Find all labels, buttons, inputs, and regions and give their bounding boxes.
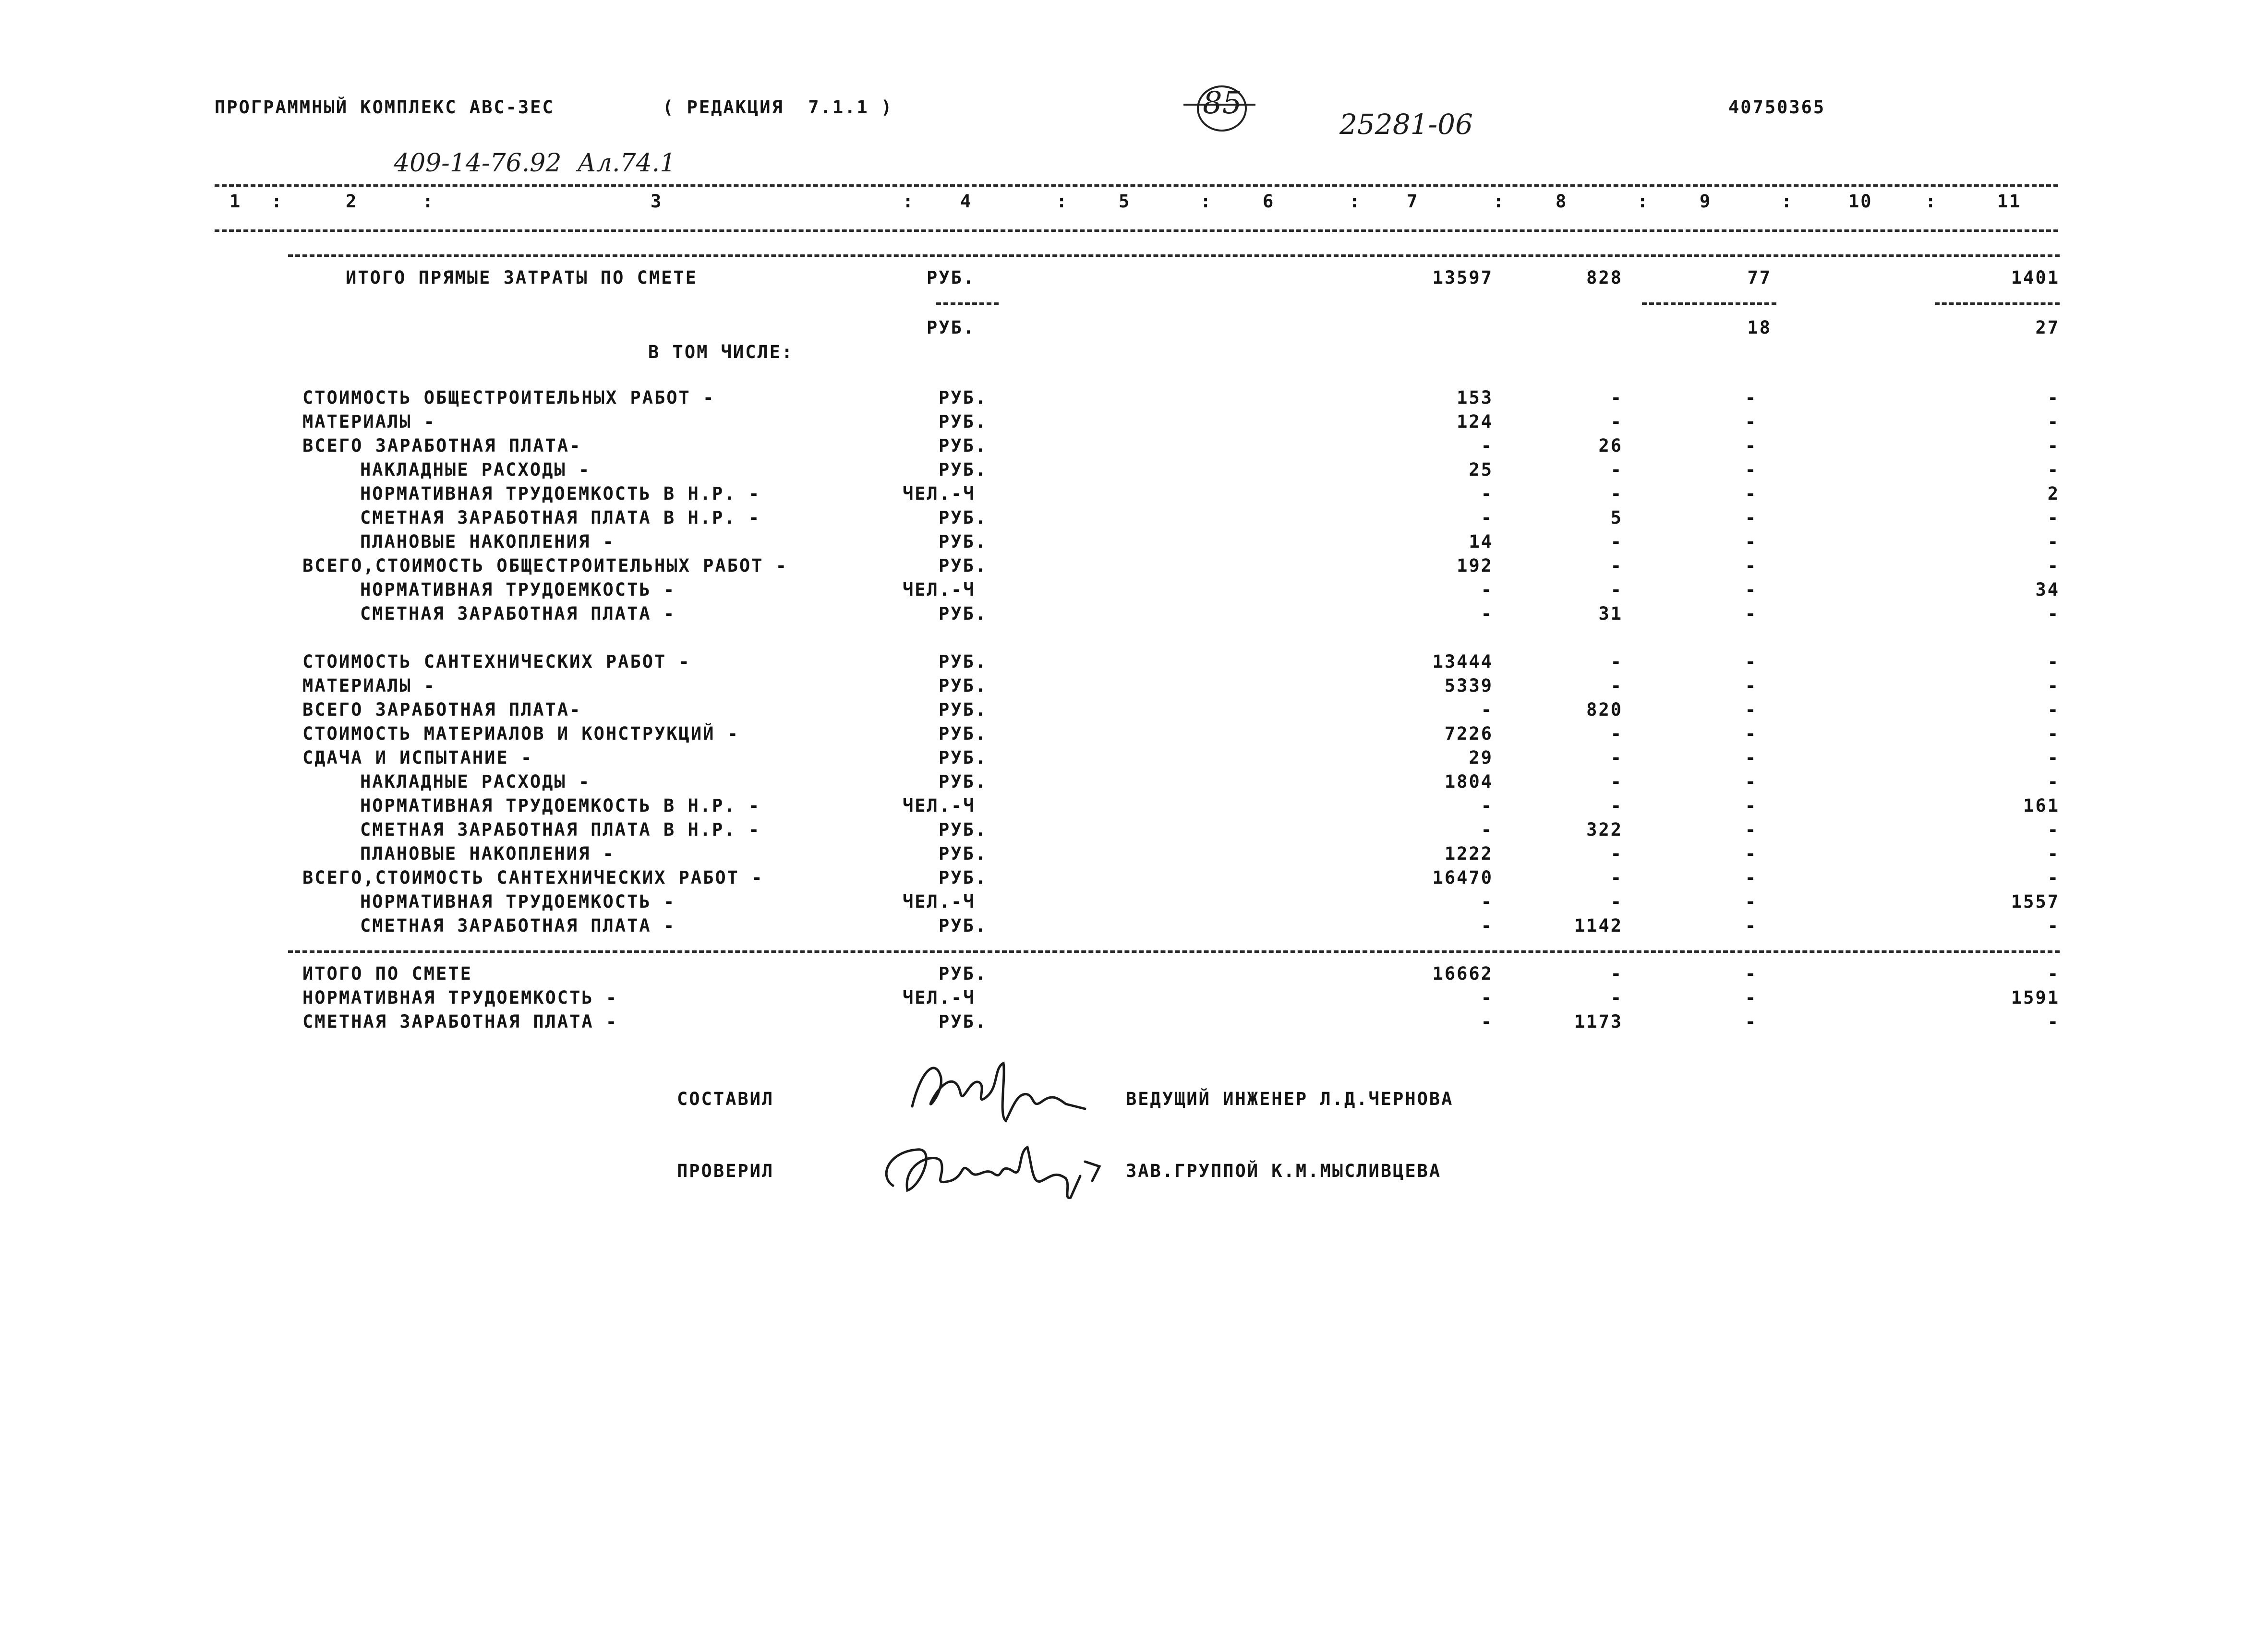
- cell-c7: -: [1481, 507, 1493, 528]
- cell-c9: -: [1745, 699, 1757, 720]
- cell-c11: -: [2047, 411, 2060, 432]
- row-unit: ЧЕЛ.-Ч: [903, 891, 976, 912]
- table-row: [0, 579, 2268, 601]
- edition: ( РЕДАКЦИЯ 7.1.1 ): [663, 97, 893, 118]
- cell-c11: -: [2047, 555, 2060, 576]
- row-unit: РУБ.: [939, 531, 988, 552]
- table-row: [0, 603, 2268, 625]
- row-label: СМЕТНАЯ ЗАРАБОТНАЯ ПЛАТА -: [360, 603, 676, 624]
- table-row: [0, 699, 2268, 721]
- table-row: [0, 411, 2268, 433]
- table-row: [0, 843, 2268, 865]
- row-label: СДАЧА И ИСПЫТАНИЕ -: [302, 747, 533, 768]
- row-unit: РУБ.: [939, 843, 988, 864]
- cell-c11: -: [2047, 459, 2060, 480]
- cell-c11: -: [2047, 747, 2060, 768]
- column-header-8: 8: [1556, 191, 1568, 212]
- cell-c8: 31: [1598, 603, 1623, 624]
- column-header-11: 11: [1997, 191, 2022, 212]
- cell-c7: -: [1481, 987, 1493, 1008]
- totals-direct-row: [0, 267, 2268, 289]
- column-header-row: [0, 191, 2268, 213]
- cell-c9: -: [1745, 867, 1757, 888]
- row-label: МАТЕРИАЛЫ -: [302, 675, 436, 696]
- rule-header-bottom: [215, 229, 2058, 232]
- cell-c7: -: [1481, 891, 1493, 912]
- cell-c7: -: [1481, 1011, 1493, 1032]
- cell-c11: -: [2047, 963, 2060, 984]
- cell-c7: 192: [1457, 555, 1493, 576]
- row-unit: ЧЕЛ.-Ч: [903, 579, 976, 600]
- row-unit: ЧЕЛ.-Ч: [903, 795, 976, 816]
- cell-c8: -: [1610, 843, 1623, 864]
- cell-c8: -: [1610, 771, 1623, 792]
- row-unit: РУБ.: [939, 699, 988, 720]
- cell-c7: -: [1481, 483, 1493, 504]
- cell-c8: -: [1610, 747, 1623, 768]
- cell-c9: -: [1745, 603, 1757, 624]
- table-row: [0, 675, 2268, 697]
- table-row: [0, 915, 2268, 937]
- row-label: СМЕТНАЯ ЗАРАБОТНАЯ ПЛАТА В Н.Р. -: [360, 819, 761, 840]
- row-unit: РУБ.: [939, 819, 988, 840]
- cell-c8: 5: [1610, 507, 1623, 528]
- cell-c11: -: [2047, 1011, 2060, 1032]
- rule-body-top: [288, 254, 2060, 257]
- c7: 13597: [1432, 267, 1493, 288]
- table-row: [0, 507, 2268, 529]
- cell-c8: -: [1610, 867, 1623, 888]
- cell-c8: 1142: [1574, 915, 1623, 936]
- row-label: СТОИМОСТЬ МАТЕРИАЛОВ И КОНСТРУКЦИЙ -: [302, 723, 739, 744]
- cell-c8: -: [1610, 387, 1623, 408]
- cell-c8: -: [1610, 555, 1623, 576]
- cell-c11: 1591: [2011, 987, 2060, 1008]
- row-unit: РУБ.: [939, 915, 988, 936]
- cell-c11: -: [2047, 675, 2060, 696]
- row-label: СТОИМОСТЬ САНТЕХНИЧЕСКИХ РАБОТ -: [302, 651, 691, 672]
- cell-c9: -: [1745, 531, 1757, 552]
- column-separator: :: [1781, 191, 1794, 212]
- cell-c9: -: [1745, 771, 1757, 792]
- column-header-7: 7: [1407, 191, 1419, 212]
- cell-c8: -: [1610, 531, 1623, 552]
- doc-number: 40750365: [1728, 97, 1826, 118]
- cell-c8: -: [1610, 795, 1623, 816]
- row-unit: РУБ.: [939, 651, 988, 672]
- row-label: НОРМАТИВНАЯ ТРУДОЕМКОСТЬ В Н.Р. -: [360, 795, 761, 816]
- table-row: [0, 459, 2268, 481]
- table-row: [0, 387, 2268, 409]
- row-label: СМЕТНАЯ ЗАРАБОТНАЯ ПЛАТА -: [360, 915, 676, 936]
- cell-c9: -: [1745, 723, 1757, 744]
- rule-short-2: [1642, 302, 1776, 305]
- cell-c11: -: [2047, 723, 2060, 744]
- cell-c7: -: [1481, 603, 1493, 624]
- rule-short-3: [1935, 302, 2060, 305]
- compiled-label: СОСТАВИЛ: [677, 1089, 774, 1109]
- page-number: 85: [1183, 85, 1203, 228]
- cell-c9: -: [1745, 1011, 1757, 1032]
- cell-c7: 16470: [1432, 867, 1493, 888]
- cell-c9: -: [1745, 843, 1757, 864]
- cell-c11: 34: [2035, 579, 2060, 600]
- row-label: ВСЕГО ЗАРАБОТНАЯ ПЛАТА-: [302, 435, 582, 456]
- table-row: [0, 819, 2268, 841]
- table-row: [0, 531, 2268, 553]
- program-name: ПРОГРАММНЫЙ КОМПЛЕКС АВС-3ЕС: [215, 97, 555, 118]
- column-separator: :: [1637, 191, 1650, 212]
- table-row: [0, 723, 2268, 745]
- column-separator: :: [1493, 191, 1506, 212]
- unit: РУБ.: [927, 317, 976, 338]
- row-label: НОРМАТИВНАЯ ТРУДОЕМКОСТЬ В Н.Р. -: [360, 483, 761, 504]
- cell-c11: -: [2047, 843, 2060, 864]
- table-row: [0, 1011, 2268, 1033]
- signature-checked: [874, 1133, 1114, 1205]
- cell-c7: 153: [1457, 387, 1493, 408]
- row-unit: РУБ.: [939, 771, 988, 792]
- cell-c11: -: [2047, 435, 2060, 456]
- column-header-6: 6: [1263, 191, 1275, 212]
- column-header-4: 4: [960, 191, 973, 212]
- row-label: МАТЕРИАЛЫ -: [302, 411, 436, 432]
- row-label: СМЕТНАЯ ЗАРАБОТНАЯ ПЛАТА -: [302, 1011, 618, 1032]
- cell-c11: 1557: [2011, 891, 2060, 912]
- cell-c11: -: [2047, 819, 2060, 840]
- cell-c9: -: [1745, 651, 1757, 672]
- cell-c8: -: [1610, 411, 1623, 432]
- rule-short-1: [936, 302, 999, 305]
- column-separator: :: [903, 191, 915, 212]
- signature-compiled: [903, 1049, 1104, 1126]
- table-row: [0, 483, 2268, 505]
- rule-total: [288, 950, 2060, 953]
- column-separator: :: [1200, 191, 1213, 212]
- cell-c9: -: [1745, 387, 1757, 408]
- row-unit: РУБ.: [939, 963, 988, 984]
- label: ИТОГО ПРЯМЫЕ ЗАТРАТЫ ПО СМЕТЕ: [346, 267, 698, 288]
- row-label: НАКЛАДНЫЕ РАСХОДЫ -: [360, 771, 591, 792]
- cell-c8: 322: [1586, 819, 1623, 840]
- cell-c11: -: [2047, 651, 2060, 672]
- table-row: [0, 555, 2268, 577]
- row-unit: РУБ.: [939, 459, 988, 480]
- column-header-1: 1: [229, 191, 242, 212]
- cell-c8: -: [1610, 483, 1623, 504]
- cell-c9: -: [1745, 963, 1757, 984]
- table-row: [0, 651, 2268, 673]
- cell-c7: -: [1481, 699, 1493, 720]
- cell-c9: -: [1745, 435, 1757, 456]
- cell-c8: 820: [1586, 699, 1623, 720]
- row-label: НОРМАТИВНАЯ ТРУДОЕМКОСТЬ -: [302, 987, 618, 1008]
- table-row: [0, 987, 2268, 1009]
- cell-c7: 5339: [1444, 675, 1493, 696]
- row-label: ВСЕГО,СТОИМОСТЬ САНТЕХНИЧЕСКИХ РАБОТ -: [302, 867, 764, 888]
- row-label: ИТОГО ПО СМЕТЕ: [302, 963, 472, 984]
- cell-c8: 26: [1598, 435, 1623, 456]
- row-unit: РУБ.: [939, 747, 988, 768]
- column-separator: :: [1349, 191, 1362, 212]
- cell-c8: -: [1610, 987, 1623, 1008]
- cell-c7: -: [1481, 435, 1493, 456]
- cell-c8: -: [1610, 651, 1623, 672]
- cell-c8: -: [1610, 675, 1623, 696]
- row-label: ВСЕГО ЗАРАБОТНАЯ ПЛАТА-: [302, 699, 582, 720]
- cell-c9: -: [1745, 483, 1757, 504]
- cell-c11: -: [2047, 387, 2060, 408]
- cell-c11: 2: [2047, 483, 2060, 504]
- column-header-2: 2: [346, 191, 358, 212]
- in-that-number: В ТОМ ЧИСЛЕ:: [648, 342, 794, 362]
- row-unit: РУБ.: [939, 723, 988, 744]
- table-row: [0, 747, 2268, 769]
- cell-c7: 7226: [1444, 723, 1493, 744]
- column-header-3: 3: [651, 191, 663, 212]
- cell-c7: 124: [1457, 411, 1493, 432]
- row-unit: РУБ.: [939, 507, 988, 528]
- cell-c11: -: [2047, 915, 2060, 936]
- row-unit: РУБ.: [939, 387, 988, 408]
- cell-c7: -: [1481, 819, 1493, 840]
- row-label: НОРМАТИВНАЯ ТРУДОЕМКОСТЬ -: [360, 891, 676, 912]
- column-header-5: 5: [1119, 191, 1131, 212]
- cell-c7: 14: [1469, 531, 1493, 552]
- handwritten-code: 25281-06: [1339, 108, 1473, 141]
- c9: 77: [1747, 267, 1772, 288]
- cell-c7: 13444: [1432, 651, 1493, 672]
- column-separator: :: [271, 191, 284, 212]
- row-label: СТОИМОСТЬ ОБЩЕСТРОИТЕЛЬНЫХ РАБОТ -: [302, 387, 715, 408]
- column-separator: :: [1925, 191, 1938, 212]
- row-label: СМЕТНАЯ ЗАРАБОТНАЯ ПЛАТА В Н.Р. -: [360, 507, 761, 528]
- row-unit: ЧЕЛ.-Ч: [903, 987, 976, 1008]
- cell-c9: -: [1745, 819, 1757, 840]
- cell-c7: -: [1481, 579, 1493, 600]
- cell-c9: -: [1745, 891, 1757, 912]
- cell-c11: -: [2047, 771, 2060, 792]
- row-unit: ЧЕЛ.-Ч: [903, 483, 976, 504]
- cell-c9: -: [1745, 579, 1757, 600]
- cell-c8: -: [1610, 891, 1623, 912]
- cell-c9: -: [1745, 555, 1757, 576]
- column-header-10: 10: [1848, 191, 1873, 212]
- handwritten-ref: 409-14-76.92 Ал.74.1: [394, 149, 676, 178]
- c9: 18: [1747, 317, 1772, 338]
- cell-c9: -: [1745, 987, 1757, 1008]
- c8: 828: [1586, 267, 1623, 288]
- row-unit: РУБ.: [939, 1011, 988, 1032]
- row-unit: РУБ.: [939, 675, 988, 696]
- cell-c7: -: [1481, 915, 1493, 936]
- table-row: [0, 771, 2268, 793]
- cell-c9: -: [1745, 459, 1757, 480]
- row-label: ПЛАНОВЫЕ НАКОПЛЕНИЯ -: [360, 531, 615, 552]
- cell-c7: 16662: [1432, 963, 1493, 984]
- row-label: НАКЛАДНЫЕ РАСХОДЫ -: [360, 459, 591, 480]
- rule-top: [215, 184, 2058, 187]
- checked-by: ЗАВ.ГРУППОЙ К.М.МЫСЛИВЦЕВА: [1126, 1161, 1442, 1181]
- checked-label: ПРОВЕРИЛ: [677, 1161, 774, 1181]
- cell-c9: -: [1745, 507, 1757, 528]
- row-label: НОРМАТИВНАЯ ТРУДОЕМКОСТЬ -: [360, 579, 676, 600]
- table-row: [0, 435, 2268, 457]
- row-label: ПЛАНОВЫЕ НАКОПЛЕНИЯ -: [360, 843, 615, 864]
- cell-c11: -: [2047, 507, 2060, 528]
- cell-c9: -: [1745, 675, 1757, 696]
- cell-c7: 25: [1469, 459, 1493, 480]
- cell-c9: -: [1745, 795, 1757, 816]
- cell-c7: 1222: [1444, 843, 1493, 864]
- cell-c8: 1173: [1574, 1011, 1623, 1032]
- cell-c7: -: [1481, 795, 1493, 816]
- cell-c8: -: [1610, 459, 1623, 480]
- table-row: [0, 891, 2268, 913]
- c11: 1401: [2011, 267, 2060, 288]
- row-label: ВСЕГО,СТОИМОСТЬ ОБЩЕСТРОИТЕЛЬНЫХ РАБОТ -: [302, 555, 788, 576]
- cell-c7: 1804: [1444, 771, 1493, 792]
- cell-c8: -: [1610, 579, 1623, 600]
- column-separator: :: [422, 191, 435, 212]
- cell-c11: -: [2047, 699, 2060, 720]
- cell-c11: -: [2047, 867, 2060, 888]
- row-unit: РУБ.: [939, 435, 988, 456]
- row-unit: РУБ.: [939, 603, 988, 624]
- cell-c11: 161: [2023, 795, 2060, 816]
- row-unit: РУБ.: [939, 555, 988, 576]
- table-row: [0, 963, 2268, 985]
- cell-c8: -: [1610, 723, 1623, 744]
- table-row: [0, 795, 2268, 817]
- cell-c11: -: [2047, 603, 2060, 624]
- c11: 27: [2035, 317, 2060, 338]
- column-header-9: 9: [1700, 191, 1712, 212]
- column-separator: :: [1056, 191, 1069, 212]
- totals-direct-row-2: [0, 317, 2268, 339]
- cell-c9: -: [1745, 915, 1757, 936]
- cell-c7: 29: [1469, 747, 1493, 768]
- compiled-by: ВЕДУЩИЙ ИНЖЕНЕР Л.Д.ЧЕРНОВА: [1126, 1089, 1454, 1109]
- row-unit: РУБ.: [939, 411, 988, 432]
- table-row: [0, 867, 2268, 889]
- cell-c8: -: [1610, 963, 1623, 984]
- cell-c11: -: [2047, 531, 2060, 552]
- cell-c9: -: [1745, 411, 1757, 432]
- cell-c9: -: [1745, 747, 1757, 768]
- unit: РУБ.: [927, 267, 976, 288]
- row-unit: РУБ.: [939, 867, 988, 888]
